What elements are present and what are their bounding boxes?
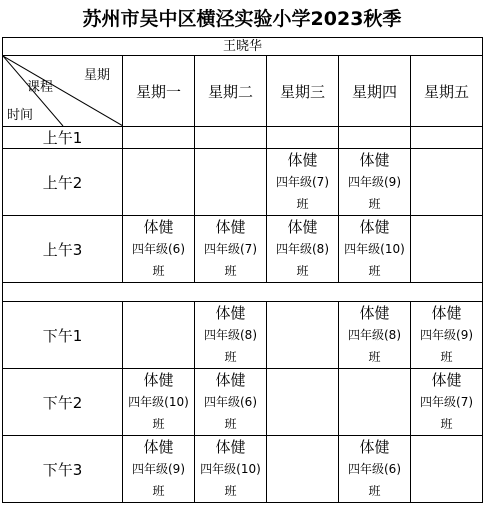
timetable — [2, 37, 483, 503]
lesson-cell — [195, 216, 267, 283]
lesson-cell — [411, 127, 483, 149]
lesson-cell — [339, 302, 411, 369]
day-header: 星期四 — [339, 56, 411, 127]
period-label: 上午1 — [3, 127, 123, 149]
timetable-sheet — [2, 2, 482, 503]
period-label: 上午2 — [3, 149, 123, 216]
table-row — [3, 149, 483, 216]
table-row — [3, 216, 483, 283]
lesson-class-suffix: 班 — [152, 417, 165, 431]
lesson-grade: 四年级(7) — [204, 242, 257, 256]
lesson-class-suffix: 班 — [224, 484, 237, 498]
teacher-name: 王晓华 — [3, 38, 483, 56]
lesson-cell — [339, 436, 411, 503]
lesson-class-suffix: 班 — [296, 264, 309, 278]
lesson-cell — [123, 436, 195, 503]
lesson-class-suffix: 班 — [368, 350, 381, 364]
table-row — [3, 436, 483, 503]
lesson-cell — [339, 369, 411, 436]
lesson-cell — [267, 127, 339, 149]
lesson-class-suffix: 班 — [440, 417, 453, 431]
lesson-class-suffix: 班 — [224, 350, 237, 364]
lesson-subject: 体健 — [143, 371, 174, 389]
lesson-subject: 体健 — [215, 371, 246, 389]
period-label: 上午3 — [3, 216, 123, 283]
lesson-class-suffix: 班 — [440, 350, 453, 364]
table-row — [3, 369, 483, 436]
lesson-grade: 四年级(9) — [420, 328, 474, 342]
lesson-grade: 四年级(10) — [200, 462, 261, 476]
lesson-class-suffix: 班 — [152, 484, 165, 498]
lesson-cell — [267, 149, 339, 216]
corner-course-label: 课程 — [27, 80, 54, 95]
lesson-grade: 四年级(6) — [204, 395, 257, 409]
lesson-cell — [411, 216, 483, 283]
header-row — [3, 56, 483, 127]
page-title: 苏州市吴中区横泾实验小学2023秋季 — [82, 8, 402, 30]
lesson-cell — [267, 216, 339, 283]
lesson-cell — [411, 369, 483, 436]
lesson-cell — [267, 369, 339, 436]
lesson-grade: 四年级(9) — [348, 175, 401, 189]
day-header: 星期二 — [195, 56, 267, 127]
lesson-class-suffix: 班 — [224, 264, 237, 278]
lesson-grade: 四年级(7) — [420, 395, 474, 409]
table-row — [3, 127, 483, 149]
period-label: 下午1 — [3, 302, 123, 369]
day-header: 星期五 — [411, 56, 483, 127]
lesson-cell — [195, 127, 267, 149]
lesson-subject: 体健 — [287, 218, 318, 236]
corner-header-cell — [3, 56, 123, 127]
lesson-cell — [411, 302, 483, 369]
day-header: 星期一 — [123, 56, 195, 127]
day-header: 星期三 — [267, 56, 339, 127]
lesson-cell — [411, 149, 483, 216]
table-row — [3, 302, 483, 369]
lesson-subject: 体健 — [359, 304, 390, 322]
lesson-cell — [123, 149, 195, 216]
lesson-subject: 体健 — [143, 218, 174, 236]
lesson-cell — [267, 436, 339, 503]
lesson-subject: 体健 — [215, 304, 246, 322]
lesson-subject: 体健 — [359, 218, 390, 236]
lesson-class-suffix: 班 — [368, 264, 381, 278]
lesson-subject: 体健 — [287, 151, 318, 169]
lesson-subject: 体健 — [143, 438, 174, 456]
lesson-class-suffix: 班 — [152, 264, 165, 278]
lesson-class-suffix: 班 — [368, 197, 381, 211]
lesson-grade: 四年级(6) — [348, 462, 401, 476]
lesson-cell — [195, 149, 267, 216]
lesson-class-suffix: 班 — [296, 197, 309, 211]
lesson-cell — [339, 127, 411, 149]
lesson-grade: 四年级(8) — [276, 242, 329, 256]
lesson-cell — [123, 369, 195, 436]
lesson-cell — [195, 369, 267, 436]
lesson-cell — [267, 302, 339, 369]
period-label: 下午2 — [3, 369, 123, 436]
corner-week-label: 星期 — [83, 68, 110, 83]
lesson-cell — [123, 216, 195, 283]
lesson-subject: 体健 — [215, 218, 246, 236]
corner-time-label: 时间 — [7, 108, 34, 123]
lesson-grade: 四年级(10) — [128, 395, 189, 409]
lesson-subject: 体健 — [359, 151, 390, 169]
lesson-grade: 四年级(8) — [348, 328, 401, 342]
lesson-cell — [339, 216, 411, 283]
lesson-grade: 四年级(8) — [204, 328, 257, 342]
lesson-grade: 四年级(9) — [132, 462, 185, 476]
lesson-subject: 体健 — [431, 304, 462, 322]
lesson-subject: 体健 — [431, 371, 462, 389]
period-label: 下午3 — [3, 436, 123, 503]
lesson-subject: 体健 — [359, 438, 390, 456]
lesson-class-suffix: 班 — [224, 417, 237, 431]
separator-row — [3, 283, 483, 302]
lesson-cell — [339, 149, 411, 216]
lesson-grade: 四年级(6) — [132, 242, 185, 256]
lesson-cell — [195, 436, 267, 503]
lesson-subject: 体健 — [215, 438, 246, 456]
lesson-cell — [123, 302, 195, 369]
lesson-grade: 四年级(7) — [276, 175, 329, 189]
lesson-class-suffix: 班 — [368, 484, 381, 498]
lesson-cell — [123, 127, 195, 149]
lunch-break-separator — [3, 283, 483, 302]
lesson-cell — [411, 436, 483, 503]
lesson-grade: 四年级(10) — [344, 242, 405, 256]
lesson-cell — [195, 302, 267, 369]
